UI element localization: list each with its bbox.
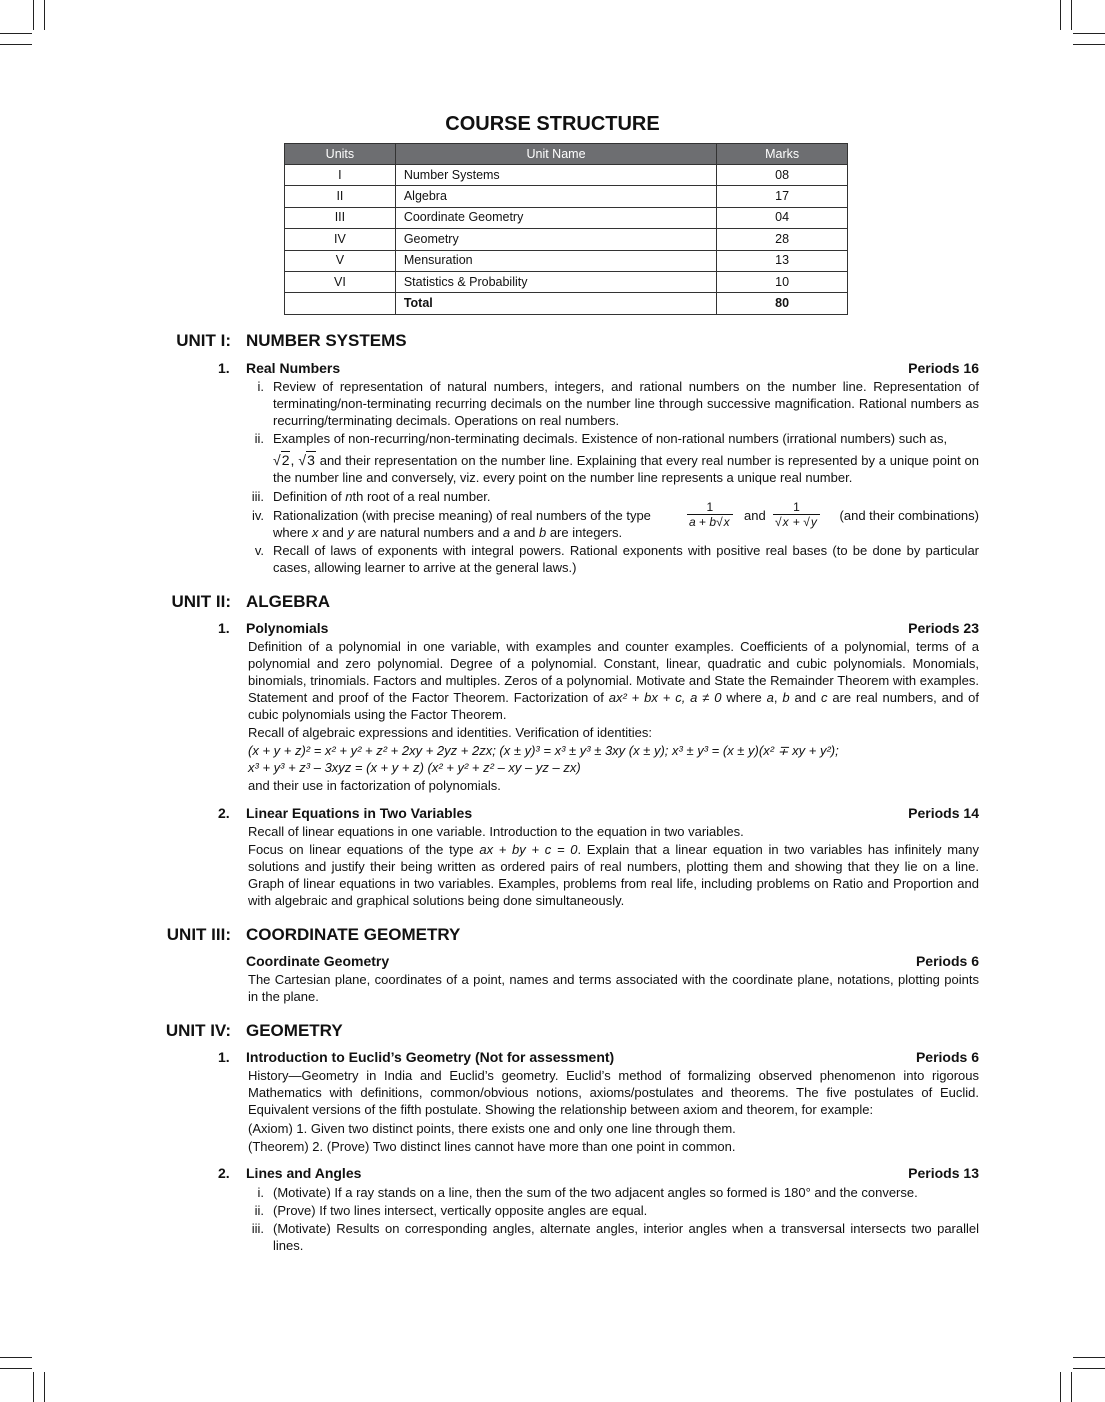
sqrt-expression: √2, √3 bbox=[273, 452, 315, 468]
table-row bbox=[285, 186, 848, 207]
unit-name: GEOMETRY bbox=[246, 1021, 343, 1040]
unit-cell: III bbox=[285, 207, 396, 228]
table-total-row bbox=[285, 293, 848, 314]
section-number: 2. bbox=[218, 1165, 230, 1181]
item-numeral: v. bbox=[254, 543, 264, 558]
item-text: where bbox=[273, 525, 313, 540]
unit-label: UNIT II: bbox=[171, 592, 231, 611]
fraction-denominator: a + b√x bbox=[689, 515, 730, 529]
section-title: Linear Equations in Two Variables bbox=[246, 805, 473, 821]
marks-cell: 13 bbox=[717, 250, 848, 271]
marks-cell: 17 bbox=[717, 186, 848, 207]
item-numeral: ii. bbox=[254, 1203, 264, 1218]
variable: x bbox=[312, 525, 319, 540]
section-number: 1. bbox=[218, 620, 230, 636]
section-title: Lines and Angles bbox=[246, 1165, 362, 1181]
item-text: are natural numbers and bbox=[353, 525, 503, 540]
list-item bbox=[251, 1220, 979, 1254]
item-text: (Motivate) Results on corresponding angles, alternate angles, interior angles when a transversal intersects two parallel lines. bbox=[273, 1221, 979, 1253]
column-header-units: Units bbox=[285, 144, 396, 165]
item-text: and bbox=[744, 508, 766, 523]
unit-name-cell: Coordinate Geometry bbox=[395, 207, 716, 228]
variable: x bbox=[782, 515, 789, 529]
paragraph-text: . Explain that a linear equation in two variables has infinitely many solutions and justify their being written as ordered pairs of real numbers, plotting them and showing that they lie on a line. Graph of linear equations in two variables. Examples, problems from real life, including problems on Ratio and Proportion and with algebraic and graphical solutions being done simultaneously. bbox=[248, 842, 979, 908]
unit-name: ALGEBRA bbox=[246, 592, 331, 611]
periods-label: Periods 16 bbox=[908, 360, 979, 376]
unit-cell: II bbox=[285, 186, 396, 207]
paragraph: and their use in factorization of polynomials. bbox=[248, 778, 501, 793]
total-value: 80 bbox=[717, 293, 848, 314]
sqrt-radicand: 3 bbox=[307, 452, 315, 468]
total-label: Total bbox=[395, 293, 716, 314]
periods-label: Periods 6 bbox=[915, 953, 979, 969]
paragraph-text: are real numbers, and of cubic polynomials using the Factor Theorem. bbox=[248, 690, 980, 722]
unit-cell: IV bbox=[285, 229, 396, 250]
section-title: Coordinate Geometry bbox=[246, 953, 390, 969]
page-title: COURSE STRUCTURE bbox=[445, 113, 660, 135]
table-row bbox=[285, 250, 848, 271]
section-title: Real Numbers bbox=[246, 360, 341, 376]
section-number: 2. bbox=[218, 805, 230, 821]
item-text: (Prove) If two lines intersect, vertically opposite angles are equal. bbox=[273, 1203, 648, 1218]
item-text: and their representation on the number line. Explaining that every real number is represented by a unique point on the number line and conversely, viz. every point on the number line represents a unique real number. bbox=[273, 453, 979, 485]
list-item bbox=[257, 1184, 979, 1201]
periods-label: Periods 13 bbox=[908, 1165, 979, 1181]
math-expression: ax + by + c = 0 bbox=[479, 842, 578, 857]
paragraph: The Cartesian plane, coordinates of a point, names and terms associated with the coordinate plane, notations, plotting points in the plane. bbox=[248, 972, 979, 1004]
paragraph-text: Definition of a polynomial in one variable, with examples and counter examples. Coefficients of a polynomial, terms of a polynomial and zero polynomial. Degree of a polynomial. Constant, linear, quadratic and cubic polynomials. Monomials, binomials, trinomials. Factors and multiples. Zeros of a polynomial. Motivate and State the Remainder Theorem with examples. Statement and proof of the Factor Theorem. Factorization of bbox=[248, 639, 979, 705]
variable: b bbox=[709, 515, 717, 529]
item-text: Definition of bbox=[273, 489, 346, 504]
item-text: and bbox=[318, 525, 348, 540]
item-text: (Motivate) If a ray stands on a line, then the sum of the two adjacent angles so formed is 180° and the converse. bbox=[273, 1185, 918, 1200]
variable: n bbox=[345, 489, 353, 504]
section-number: 1. bbox=[218, 360, 230, 376]
item-numeral: ii. bbox=[254, 431, 264, 446]
table-header-row bbox=[285, 144, 848, 165]
section-number: 1. bbox=[218, 1049, 230, 1065]
marks-cell: 04 bbox=[717, 207, 848, 228]
table-row bbox=[285, 229, 848, 250]
item-text: (and their combinations) bbox=[839, 508, 979, 523]
paragraph-text: Focus on linear equations of the type bbox=[248, 842, 480, 857]
list-item-continued bbox=[273, 452, 979, 486]
unit-name-cell: Algebra bbox=[395, 186, 716, 207]
paragraph: (Axiom) 1. Given two distinct points, there exists one and only one line through them. bbox=[248, 1121, 736, 1136]
periods-label: Periods 23 bbox=[908, 620, 979, 636]
item-text: th root of a real number. bbox=[352, 489, 491, 504]
fraction-denominator: √x + √y bbox=[775, 515, 817, 529]
item-text: Rationalization (with precise meaning) of real numbers of the type bbox=[273, 508, 651, 523]
periods-label: Periods 14 bbox=[908, 805, 979, 821]
unit-cell: VI bbox=[285, 271, 396, 292]
table-row bbox=[285, 207, 848, 228]
variable: a bbox=[689, 515, 696, 529]
periods-label: Periods 6 bbox=[915, 1049, 979, 1065]
paragraph-text: and bbox=[789, 690, 821, 705]
section-title: Introduction to Euclid’s Geometry (Not for assessment) bbox=[246, 1049, 615, 1065]
math-expression: ax² + bx + c, a ≠ 0 bbox=[608, 690, 722, 705]
variable: a bbox=[502, 525, 511, 540]
unit-name-cell: Statistics & Probability bbox=[395, 271, 716, 292]
list-item-continued bbox=[273, 524, 979, 541]
unit-label: UNIT III: bbox=[166, 925, 231, 944]
variable: c bbox=[821, 690, 828, 705]
column-header-marks: Marks bbox=[717, 144, 848, 165]
identity-line: x³ + y³ + z³ – 3xyz = (x + y + z) (x² + y² + z² – xy – yz – zx) bbox=[248, 760, 581, 775]
list-item bbox=[254, 542, 979, 576]
paragraph-text: , bbox=[773, 690, 783, 705]
marks-cell: 10 bbox=[717, 271, 848, 292]
item-text: Examples of non-recurring/non-terminating decimals. Existence of non-rational numbers (irrational numbers) such as, bbox=[273, 431, 948, 446]
variable: b bbox=[538, 525, 547, 540]
item-numeral: i. bbox=[257, 379, 264, 394]
item-text: are integers. bbox=[546, 525, 623, 540]
identity-line: (x + y + z)² = x² + y² + z² + 2xy + 2yz + 2zx; (x ± y)³ = x³ ± y³ ± 3xy (x ± y); x³ ± y³ = (x ± y)(x² ∓ xy + y²); bbox=[248, 743, 839, 758]
unit-name: NUMBER SYSTEMS bbox=[246, 331, 407, 350]
variable: b bbox=[782, 690, 790, 705]
variable: y bbox=[347, 525, 354, 540]
paragraph: Recall of linear equations in one variable. Introduction to the equation in two variables. bbox=[248, 824, 744, 839]
unit-cell bbox=[285, 293, 396, 314]
unit-name-cell: Geometry bbox=[395, 229, 716, 250]
item-numeral: iii. bbox=[251, 489, 264, 504]
unit-label: UNIT IV: bbox=[165, 1021, 231, 1040]
paragraph: History—Geometry in India and Euclid’s geometry. Euclid’s method of formalizing observed phenomenon into rigorous Mathematics with definitions, common/obvious notions, axioms/postulates and theorems. The five postulates of Euclid. Equivalent versions of the fifth postulate. Showing the relationship between axiom and theorem, for example: bbox=[248, 1068, 979, 1117]
unit-name: COORDINATE GEOMETRY bbox=[246, 925, 461, 944]
unit-name-cell: Number Systems bbox=[395, 165, 716, 186]
paragraph-text: where bbox=[721, 690, 767, 705]
table-row bbox=[285, 271, 848, 292]
item-text: Recall of laws of exponents with integral powers. Rational exponents with positive real bases (to be done by particular cases, allowing learner to arrive at the general laws.) bbox=[273, 543, 979, 575]
table-row bbox=[285, 165, 848, 186]
item-text: Review of representation of natural numbers, integers, and rational numbers on the number line. Representation of terminating/non-terminating recurring decimals on the number line through successive magnification. Rational numbers as recurring/terminating decimals. Operations on real numbers. bbox=[273, 379, 979, 428]
unit-name-cell: Mensuration bbox=[395, 250, 716, 271]
list-item bbox=[257, 378, 979, 429]
variable: a bbox=[766, 690, 774, 705]
paragraph bbox=[248, 638, 979, 723]
unit-label: UNIT I: bbox=[176, 331, 231, 350]
item-numeral: i. bbox=[257, 1185, 264, 1200]
fraction-numerator: 1 bbox=[773, 500, 820, 515]
marks-cell: 28 bbox=[717, 229, 848, 250]
section-title: Polynomials bbox=[246, 620, 329, 636]
fraction-numerator: 1 bbox=[687, 500, 733, 515]
variable: y bbox=[810, 515, 817, 529]
list-item bbox=[254, 430, 979, 447]
unit-cell: I bbox=[285, 165, 396, 186]
list-item bbox=[254, 1202, 979, 1219]
paragraph: (Theorem) 2. (Prove) Two distinct lines cannot have more than one point in common. bbox=[248, 1139, 736, 1154]
sqrt-radicand: 2 bbox=[281, 452, 290, 468]
unit-cell: V bbox=[285, 250, 396, 271]
variable: x bbox=[723, 515, 730, 529]
paragraph: Recall of algebraic expressions and identities. Verification of identities: bbox=[248, 725, 652, 740]
item-numeral: iii. bbox=[251, 1221, 264, 1236]
course-structure-table bbox=[284, 143, 848, 315]
item-text: and bbox=[510, 525, 539, 540]
item-numeral: iv. bbox=[251, 508, 264, 523]
marks-cell: 08 bbox=[717, 165, 848, 186]
paragraph bbox=[248, 841, 979, 909]
column-header-unit-name: Unit Name bbox=[395, 144, 716, 165]
